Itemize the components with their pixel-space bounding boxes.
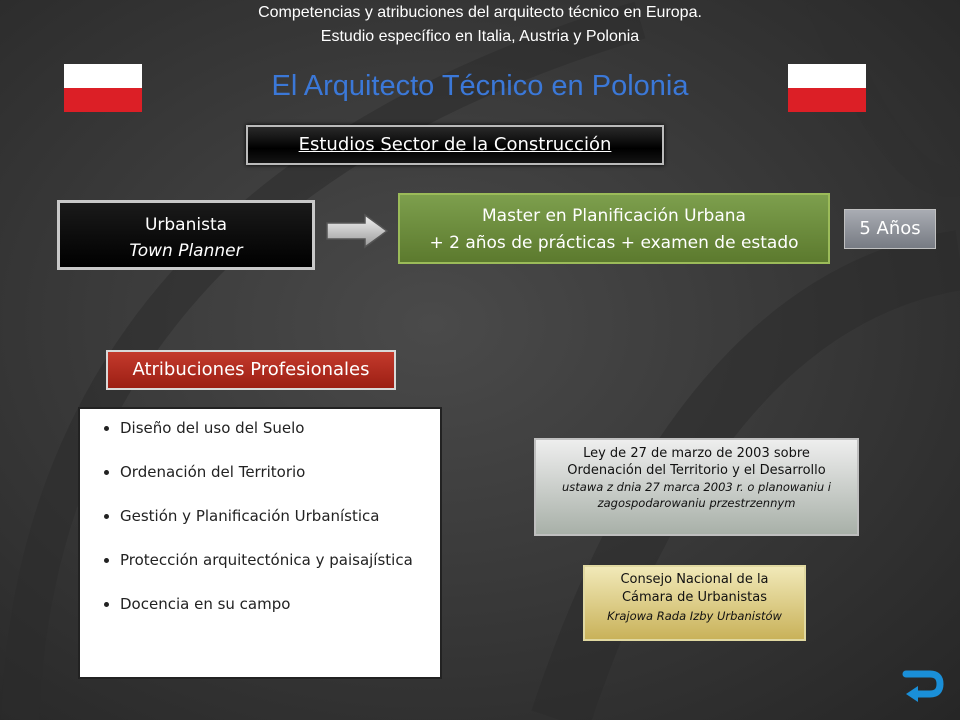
list-item: • Ordenación del Territorio (120, 461, 426, 483)
consejo-line-1: Consejo Nacional de la (620, 572, 769, 587)
page-title: El Arquitecto Técnico en Polonia (271, 70, 689, 102)
duration-badge: 5 Años (844, 209, 936, 249)
atribuciones-list (78, 407, 442, 679)
consejo-polish-name: Krajowa Rada Izby Urbanistów (607, 609, 782, 623)
ley-line-2: Ordenación del Territorio y el Desarrollo (567, 463, 826, 478)
consejo-box (583, 565, 806, 641)
list-item: • Diseño del uso del Suelo (120, 417, 426, 439)
return-arrow-icon[interactable] (900, 662, 944, 706)
consejo-line-2: Cámara de Urbanistas (621, 590, 768, 605)
ley-polish-title: ustawa z dnia 27 marca 2003 r. o planowaniu i zagospodarowaniu przestrzennym (562, 480, 831, 510)
profession-name-en: Town Planner (129, 241, 243, 261)
profession-box (57, 200, 315, 270)
master-line-2: + 2 años de prácticas + examen de estado (429, 233, 799, 253)
header-line-1: Competencias y atribuciones del arquitecto técnico en Europa. (258, 4, 702, 21)
header-line-2: Estudio específico en Italia, Austria y Polonia (320, 28, 640, 45)
poland-flag-left (64, 64, 142, 112)
list-item: • Gestión y Planificación Urbanística (120, 505, 426, 527)
section-label-link[interactable]: Estudios Sector de la Construcción (246, 125, 664, 165)
ley-line-1: Ley de 27 de marzo de 2003 sobre (583, 446, 810, 461)
ley-box (534, 438, 859, 536)
right-arrow-icon (325, 213, 389, 249)
master-requirement-box (398, 193, 830, 264)
poland-flag-right (788, 64, 866, 112)
atribuciones-heading: Atribuciones Profesionales (106, 350, 396, 390)
list-item: • Protección arquitectónica y paisajística (120, 549, 426, 571)
profession-name-es: Urbanista (144, 215, 228, 235)
master-line-1: Master en Planificación Urbana (482, 206, 746, 226)
list-item: • Docencia en su campo (120, 593, 426, 615)
